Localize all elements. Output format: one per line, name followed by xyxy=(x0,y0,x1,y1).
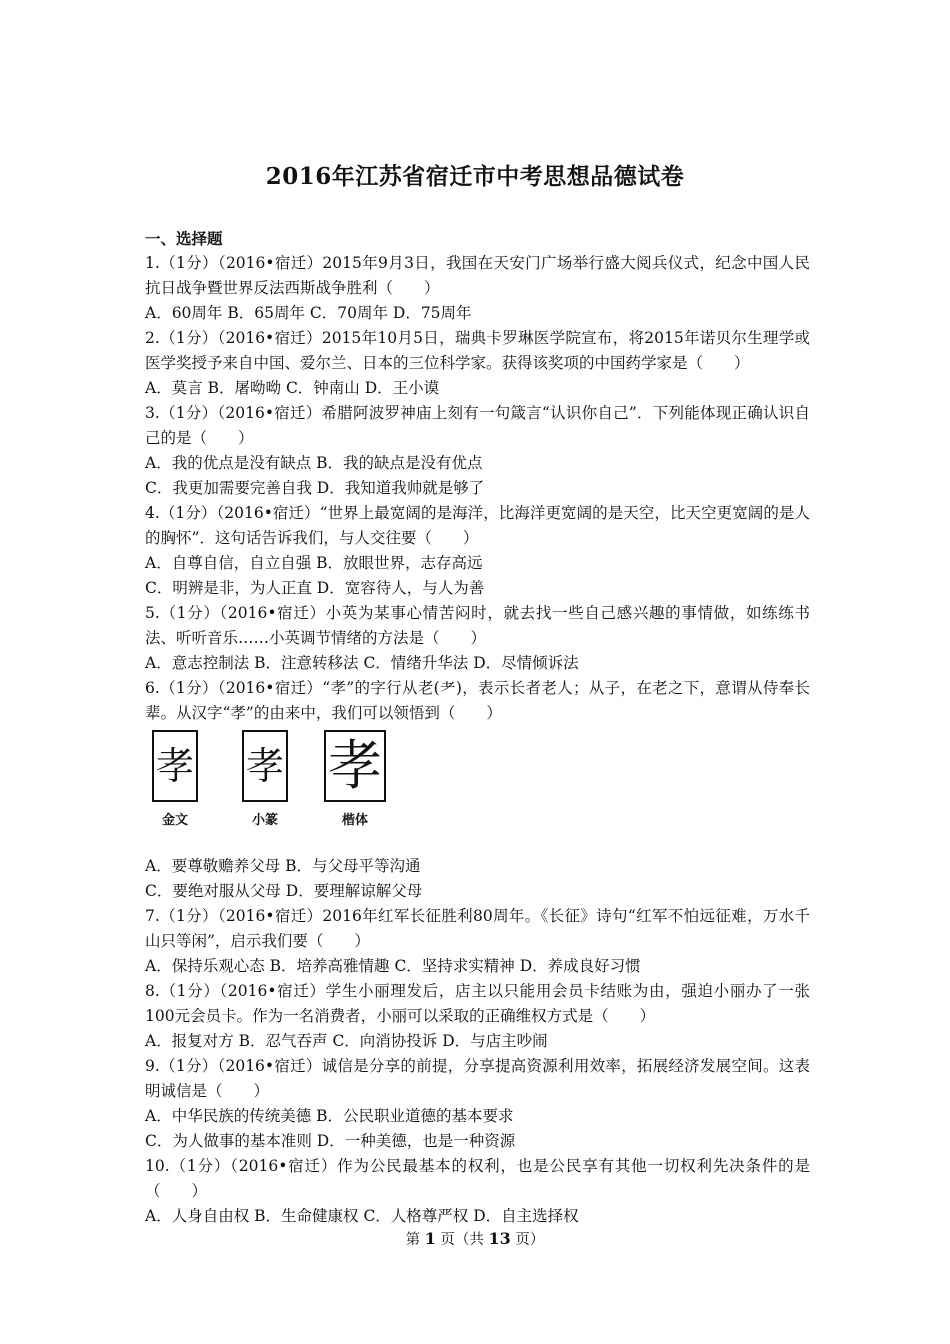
footer-prefix: 第 xyxy=(405,1232,425,1248)
question-options: A．自尊自信，自立自强 B．放眼世界，志存高远 xyxy=(145,554,483,572)
question-options: C．为人做事的基本准则 D．一种美德，也是一种资源 xyxy=(145,1132,516,1150)
page-title: 2016年江苏省宿迁市中考思想品德试卷 xyxy=(265,163,685,190)
question-options: A．人身自由权 B．生命健康权 C．人格尊严权 D．自主选择权 xyxy=(145,1207,579,1225)
question-options: A．意志控制法 B．注意转移法 C．情绪升华法 D．尽情倾诉法 xyxy=(145,654,579,672)
question-stem: 10.（1分）（2016•宿迁）作为公民最基本的权利，也是公民享有其他一切权利先决条件的是（ ） xyxy=(145,1157,810,1200)
question-options: C．我更加需要完善自我 D．我知道我帅就是够了 xyxy=(145,479,485,497)
jinwen-glyph: 孝 xyxy=(152,730,198,802)
question-stem: 2.（1分）（2016•宿迁）2015年10月5日，瑞典卡罗琳医学院宣布，将2015年诺贝尔生理学或医学奖授予来自中国、爱尔兰、日本的三位科学家。获得该奖项的中国药学家是（ ） xyxy=(145,329,810,372)
question-stem: 3.（1分）（2016•宿迁）希腊阿波罗神庙上刻有一句箴言“认识你自己”．下列能体现正确认识自己的是（ ） xyxy=(145,404,810,447)
question-options: C．明辨是非，为人正直 D．宽容待人，与人为善 xyxy=(145,579,485,597)
total-pages: 13 xyxy=(488,1229,511,1248)
figure-item xyxy=(145,730,205,854)
footer-middle: 页（共 xyxy=(435,1232,489,1248)
question-options: A．我的优点是没有缺点 B．我的缺点是没有优点 xyxy=(145,454,483,472)
question-options: A．60周年 B．65周年 C．70周年 D．75周年 xyxy=(145,304,472,322)
question-stem: 5.（1分）（2016•宿迁）小英为某事心情苦闷时，就去找一些自己感兴趣的事情做，如练练书法、听听音乐……小英调节情绪的方法是（ ） xyxy=(145,604,810,647)
question-options: A．莫言 B．屠呦呦 C．钟南山 D．王小谟 xyxy=(145,379,440,397)
question-options: A．保持乐观心态 B．培养高雅情趣 C．坚持求实精神 D．养成良好习惯 xyxy=(145,957,641,975)
question-stem: 4.（1分）（2016•宿迁）“世界上最宽阔的是海洋，比海洋更宽阔的是天空，比天空更宽阔的是人的胸怀”．这句话告诉我们，与人交往要（ ） xyxy=(145,504,810,547)
question-options: A．中华民族的传统美德 B．公民职业道德的基本要求 xyxy=(145,1107,514,1125)
figure-caption: 小篆 xyxy=(251,813,278,828)
figure-caption: 楷体 xyxy=(341,813,368,828)
kaiti-glyph: 孝 xyxy=(324,730,386,802)
question-options: A．报复对方 B．忍气吞声 C．向消协投诉 D．与店主吵闹 xyxy=(145,1032,548,1050)
question-options: A．要尊敬赡养父母 B．与父母平等沟通 xyxy=(145,857,421,875)
xiao-character-figure xyxy=(145,730,810,854)
question-stem: 8.（1分）（2016•宿迁）学生小丽理发后，店主以只能用会员卡结账为由，强迫小丽办了一张100元会员卡。作为一名消费者，小丽可以采取的正确维权方式是（ ） xyxy=(145,982,810,1025)
figure-item xyxy=(235,730,295,854)
question-stem: 1.（1分）（2016•宿迁）2015年9月3日，我国在天安门广场举行盛大阅兵仪式，纪念中国人民抗日战争暨世界反法西斯战争胜利（ ） xyxy=(145,254,810,297)
exam-content xyxy=(145,226,810,1229)
question-stem: 7.（1分）（2016•宿迁）2016年红军长征胜利80周年。《长征》诗句“红军不怕远征难，万水千山只等闲”，启示我们要（ ） xyxy=(145,907,810,950)
page-footer xyxy=(0,1228,950,1249)
footer-suffix: 页） xyxy=(510,1232,545,1248)
question-stem: 9.（1分）（2016•宿迁）诚信是分享的前提，分享提高资源利用效率，拓展经济发展空间。这表明诚信是（ ） xyxy=(145,1057,810,1100)
question-options: C．要绝对服从父母 D．要理解谅解父母 xyxy=(145,882,423,900)
xiaozhuan-glyph: 孝 xyxy=(242,730,288,802)
question-stem: 6.（1分）（2016•宿迁）“孝”的字行从老(耂)，表示长者老人；从子，在老之下，意谓从侍奉长辈。从汉字“孝”的由来中，我们可以领悟到（ ） xyxy=(145,679,810,722)
section-heading: 一、选择题 xyxy=(145,229,223,248)
figure-item xyxy=(325,730,385,854)
figure-caption: 金文 xyxy=(161,813,188,828)
page-number: 1 xyxy=(424,1229,436,1248)
